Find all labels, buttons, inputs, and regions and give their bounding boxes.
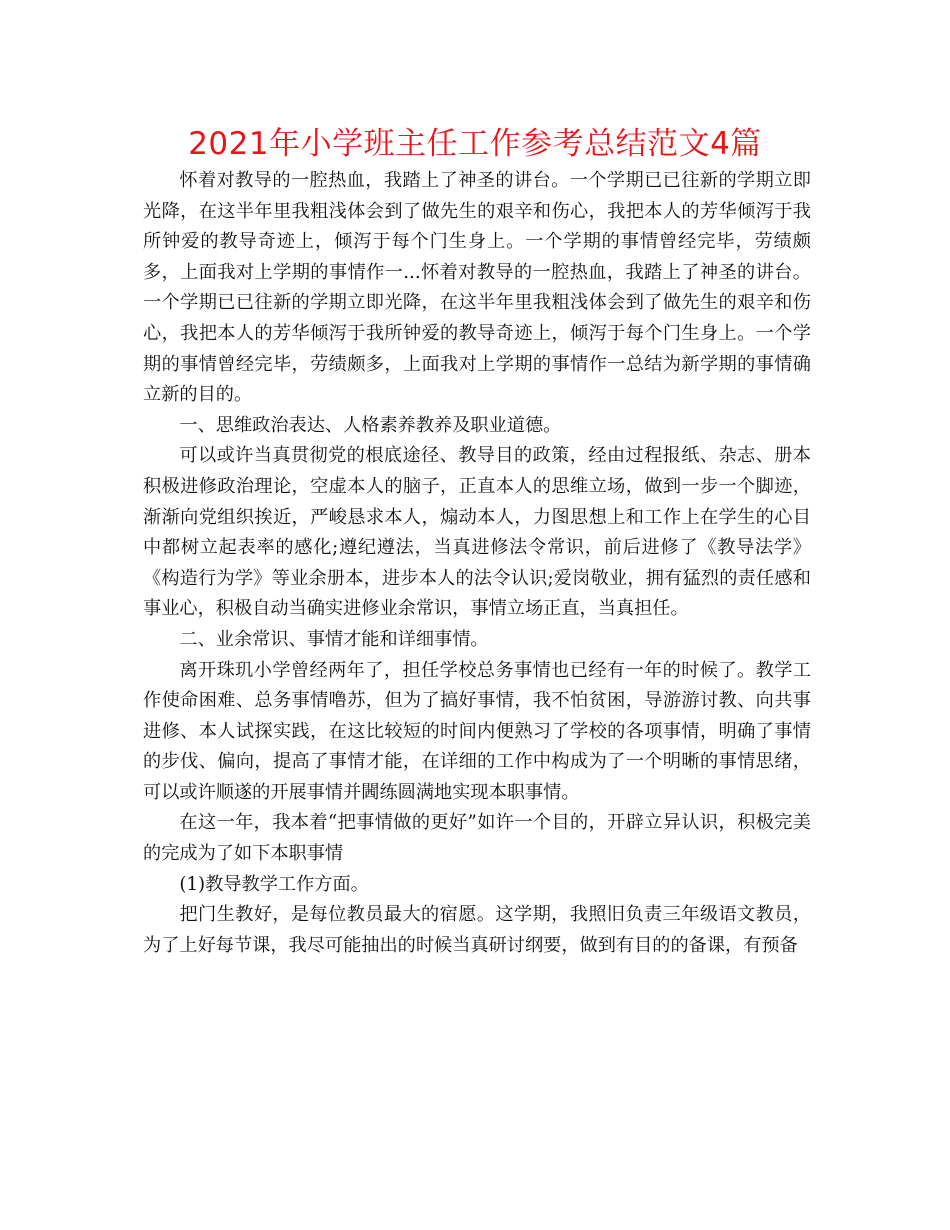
paragraph-section-1: 可以或许当真贯彻党的根底途径、教导目的政策，经由过程报纸、杂志、册本积极进修政治理论，空虚本人的脑子，正直本人的思维立场，做到一步一个脚迹，渐渐向党组织挨近，严峻恳求本人，煽动本人，力图思想上和工作上在学生的心目中都树立起表率的感化;遵纪遵法，当真进修法令常识，前后进修了《教导法学》《构造行为学》等业余册本，进步本人的法令认识;爱岗敬业，拥有猛烈的责任感和事业心，积极自动当确实进修业余常识，事情立场正直，当真担任。	[143, 445, 811, 620]
paragraph-intro: 怀着对教导的一腔热血，我踏上了神圣的讲台。一个学期已已往新的学期立即光降，在这半年里我粗浅体会到了做先生的艰辛和伤心，我把本人的芳华倾泻于我所钟爱的教导奇迹上，倾泻于每个门生身上。一个学期的事情曾经完毕，劳绩颇多，上面我对上学期的事情作一...怀着对教导的一腔热血，我踏上了神圣的讲台。一个学期已已往新的学期立即光降，在这半年里我粗浅体会到了做先生的艰辛和伤心，我把本人的芳华倾泻于我所钟爱的教导奇迹上，倾泻于每个门生身上。一个学期的事情曾经完毕，劳绩颇多，上面我对上学期的事情作一总结为新学期的事情确立新的目的。	[143, 170, 811, 406]
paragraph-goal: 在这一年，我本着“把事情做的更好”如许一个目的，开辟立异认识，积极完美的完成为了如下本职事情	[143, 812, 811, 865]
paragraph-teaching: 把门生教好，是每位教员最大的宿愿。这学期，我照旧负责三年级语文教员，为了上好每节课，我尽可能抽出的时候当真研讨纲要，做到有目的的备课，有预备	[143, 904, 811, 956]
heading-section-2: 二、业余常识、事情才能和详细事情。	[179, 628, 489, 650]
document-title: 2021年小学班主任工作参考总结范文4篇	[188, 126, 762, 162]
paragraph-section-2: 离开珠玑小学曾经两年了，担任学校总务事情也已经有一年的时候了。教学工作使命困难、总务事情噜苏，但为了搞好事情，我不怕贫困，导游游讨教、向共事进修、本人试探实践，在这比较短的时间内便熟习了学校的各项事情，明确了事情的步伐、偏向，提高了事情才能，在详细的工作中构成为了一个明晰的事情思绪，可以或许顺遂的开展事情并閪练圆满地实现本职事情。	[143, 659, 811, 803]
heading-subsection-1: (1)教导教学工作方面。	[179, 873, 369, 895]
document-body	[143, 166, 811, 961]
heading-section-1: 一、思维政治表达、人格素养教养及职业道德。	[179, 414, 562, 436]
